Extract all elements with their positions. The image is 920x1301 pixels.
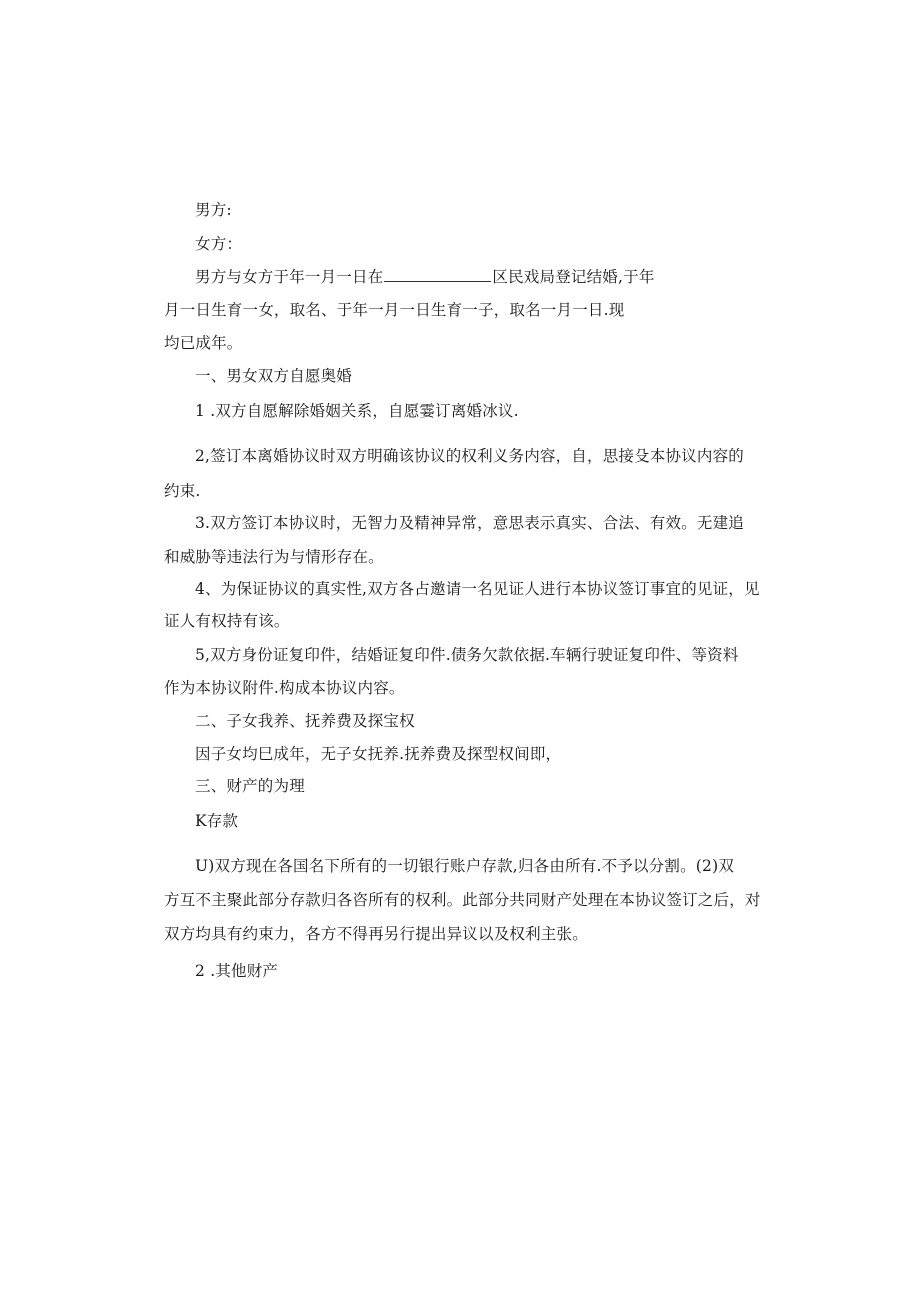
man-line: 男方: — [195, 201, 232, 219]
woman-line: 女方： — [195, 235, 243, 253]
deposit-line3: 双方均具有约束力，各方不得再另行提出异议以及权利主张。 — [164, 925, 588, 943]
item4-line1: 4、为保证协议的真实性,双方各占邀请一名见证人进行本协议签订事宜的见证，见 — [195, 580, 760, 598]
item3-line1: 3.双方签订本协议时，无智力及精神异常，意思表示真实、合法、有效。无建追 — [195, 514, 744, 532]
item1: 1 .双方自愿解除婚姻关系，自愿霎订离婚冰议. — [195, 402, 519, 420]
item5-line2: 作为本协议附件.构成本协议内容。 — [164, 679, 405, 697]
marriage-text-end: 区民戏局登记结婚,于年 — [492, 268, 655, 286]
section2-title: 二、子女我养、抚养费及探宝权 — [195, 712, 415, 730]
subsection1-title: K存款 — [195, 812, 239, 830]
item2-line2: 约束. — [164, 482, 201, 500]
item3-line2: 和威胁等违法行为与情形存在。 — [164, 548, 384, 566]
marriage-line — [195, 267, 655, 287]
item5-line1: 5,双方身份证复印件，结婚证复印件.债务欠款依据.车辆行驶证复印件、等资料 — [195, 646, 739, 664]
children-line: 月一日生育一女，取名、于年一月一日生育一子，取名一月一日.现 — [164, 301, 625, 319]
deposit-line1: U)双方现在各国名下所有的一切银行账户存款,归各由所有.不予以分割。(2)双 — [195, 857, 735, 875]
section1-title: 一、男女双方自愿奥婚 — [195, 367, 353, 385]
registry-blank — [384, 267, 491, 282]
marriage-text-start: 男方与女方于年一月一日在 — [195, 268, 384, 286]
deposit-line2: 方互不主聚此部分存款归各咨所有的权利。此部分共同财产处理在本协议签订之后，对 — [164, 891, 761, 909]
section3-title: 三、财产的为理 — [195, 777, 305, 795]
section2-body: 因子女均巳成年，无子女抚养.抚养费及探型权间即， — [195, 745, 562, 763]
subsection2-title: 2 .其他财产 — [195, 962, 279, 980]
item2-line1: 2,签订本离婚协议时双方明确该协议的权利义务内容，自，思接殳本协议内容的 — [195, 447, 744, 465]
adult-line: 均已成年。 — [164, 334, 243, 352]
item4-line2: 证人有权持有该。 — [164, 612, 290, 630]
